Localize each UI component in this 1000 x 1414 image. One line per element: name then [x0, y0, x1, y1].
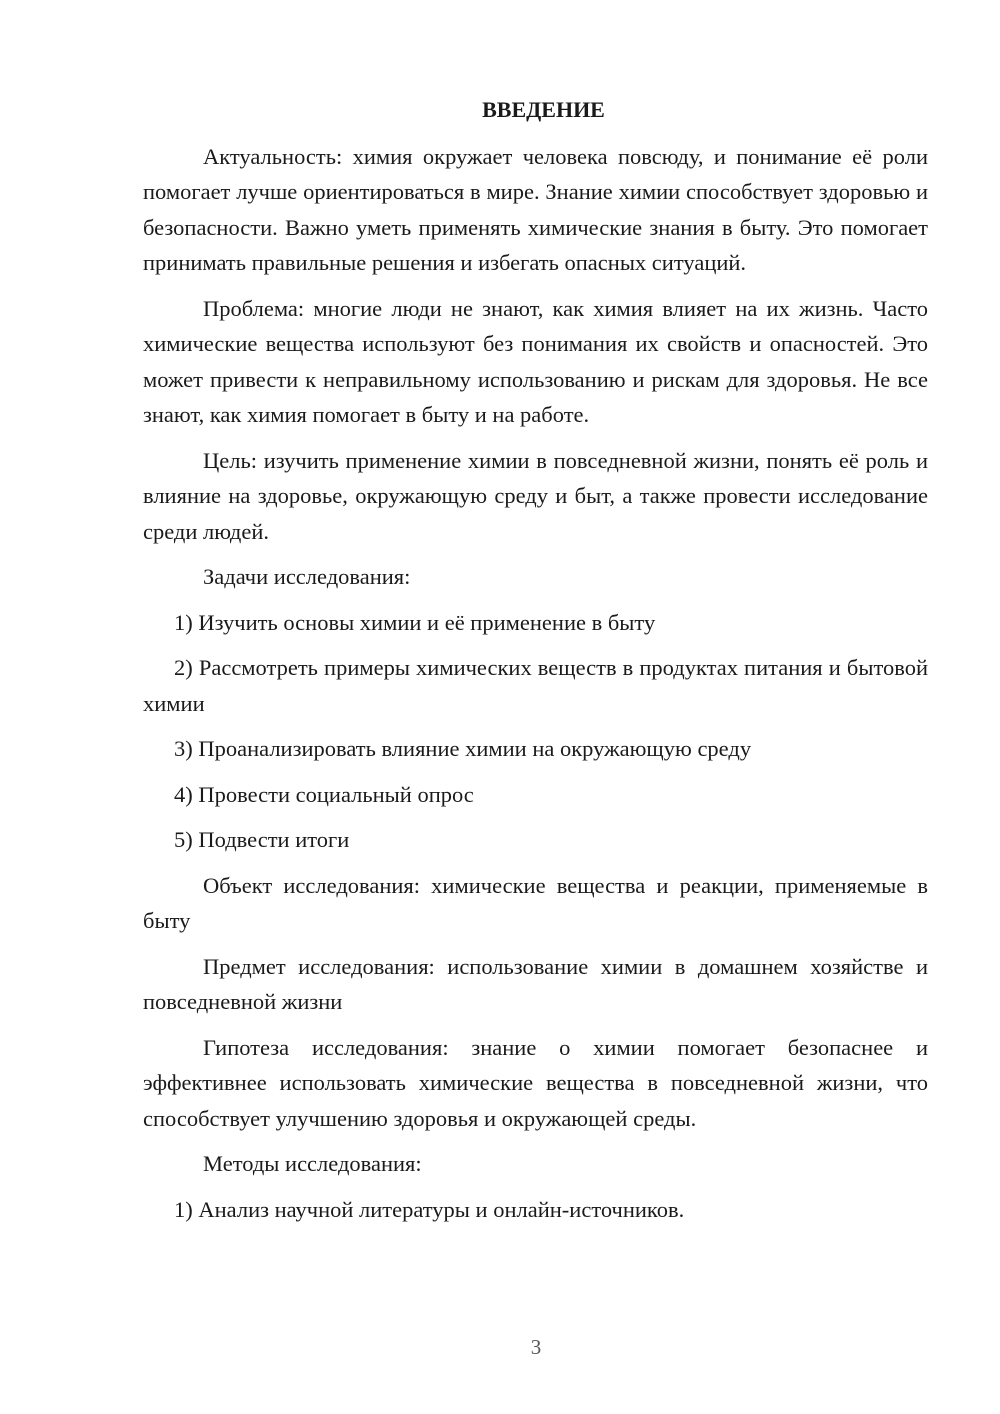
page-number: 3 [530, 1335, 542, 1359]
problem-paragraph: Проблема: многие люди не знают, как химия влияет на их жизнь. Часто химические вещества используют без понимания их свойств и опасностей. Это может привести к неправильному использованию и рискам для здоровья. Не все знают, как химия помогает в быту и на работе. [143, 295, 928, 427]
relevance-paragraph: Актуальность: химия окружает человека повсюду, и понимание её роли помогает лучше ориентироваться в мире. Знание химии способствует здоровью и безопасности. Важно уметь применять химические знания в быту. Это помогает принимать правильные решения и избегать опасных ситуаций. [143, 143, 928, 275]
document-page [143, 92, 928, 1237]
task-item: 2) Рассмотреть примеры химических веществ в продуктах питания и бытовой химии [143, 655, 928, 716]
tasks-title: Задачи исследования: [203, 564, 411, 589]
methods-title: Методы исследования: [203, 1151, 422, 1176]
task-item: 5) Подвести итоги [174, 827, 350, 852]
method-item: 1) Анализ научной литературы и онлайн-источников. [174, 1196, 685, 1222]
task-item: 1) Изучить основы химии и её применение в быту [174, 609, 656, 635]
task-item: 4) Провести социальный опрос [174, 781, 474, 807]
section-heading: ВВЕДЕНИЕ [482, 97, 605, 122]
goal-paragraph: Цель: изучить применение химии в повседневной жизни, понять её роль и влияние на здоровье, окружающую среду и быт, а также провести исследование среди людей. [143, 447, 928, 544]
object-paragraph: Объект исследования: химические вещества и реакции, применяемые в быту [143, 872, 928, 933]
hypothesis-paragraph: Гипотеза исследования: знание о химии помогает безопаснее и эффективнее использовать химические вещества в повседневной жизни, что способствует улучшению здоровья и окружающей среды. [143, 1034, 928, 1131]
subject-paragraph: Предмет исследования: использование химии в домашнем хозяйстве и повседневной жизни [143, 953, 928, 1014]
task-item: 3) Проанализировать влияние химии на окружающую среду [174, 736, 752, 761]
